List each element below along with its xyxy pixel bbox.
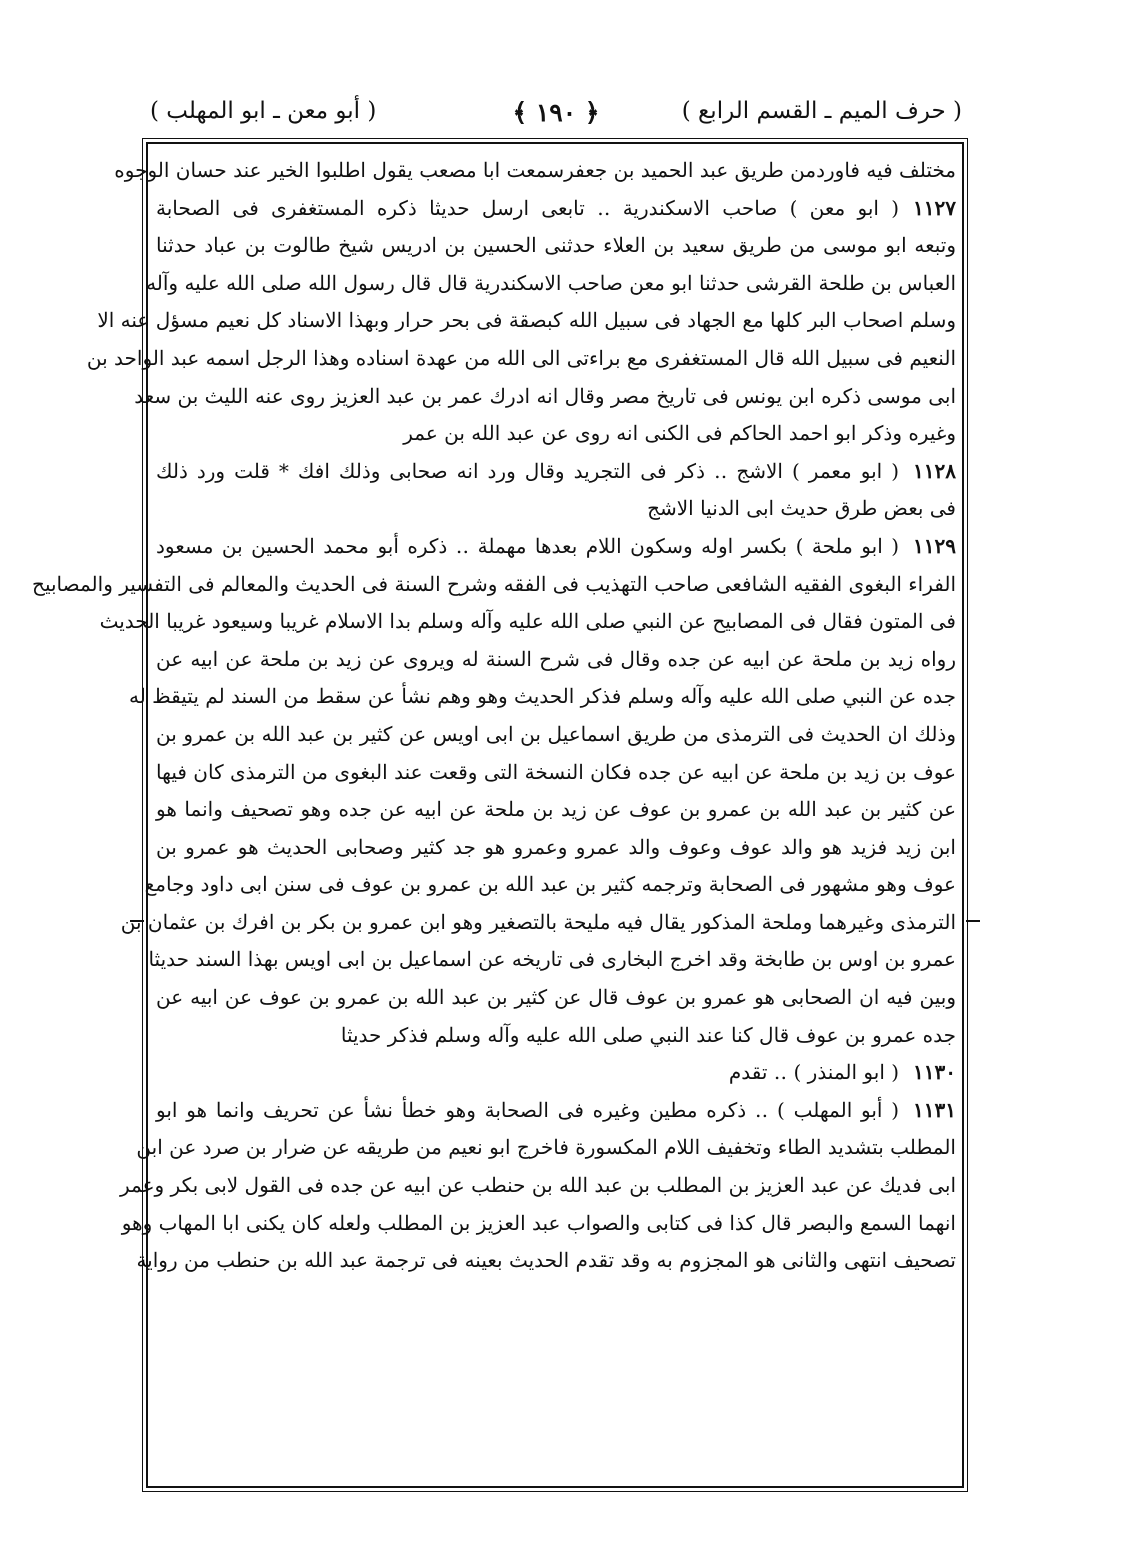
- text-line: عن كثير بن عبد الله بن عمرو بن عوف عن زيد بن ملحة عن ابيه عن جده وهو تصحيف وانما هو: [156, 797, 956, 822]
- text-line: مختلف فيه فاوردمن طريق عبد الحميد بن جعفرسمعت ابا مصعب يقول اطلبوا الخير عند حسان الوجوه: [114, 158, 956, 182]
- entry-number: ١١٢٩: [913, 533, 956, 558]
- frame-tick-right: [966, 920, 980, 922]
- text-line: رواه زيد بن ملحة عن ابيه عن جده وقال فى شرح السنة له ويروى عن زيد بن ملحة عن ابيه عن: [156, 646, 956, 671]
- entry-line: [156, 528, 956, 566]
- page-header: [150, 92, 962, 136]
- text-line: فى بعض طرق حديث ابى الدنيا الاشج: [647, 496, 956, 521]
- text-line: وبين فيه ان الصحابى هو عمرو بن عوف قال عن كثير بن عبد الله بن عمرو بن عوف عن ابيه عن: [156, 985, 956, 1010]
- entry-line: [156, 1092, 956, 1130]
- running-title-right: ( حرف الميم ـ القسم الرابع ): [681, 98, 962, 124]
- text-line: ابى موسى ذكره ابن يونس فى تاريخ مصر وقال انه ادرك عمر بن عبد العزيز روى عنه الليث بن سعد: [134, 383, 956, 408]
- text-line: وذلك ان الحديث فى الترمذى من طريق اسماعيل بن ابى اويس عن كثير بن عبد الله بن عمرو بن: [156, 721, 956, 746]
- text-line: النعيم فى سبيل الله قال المستغفرى مع براءتى الى الله من عهدة اسناده وهذا الرجل اسمه عبد الواحد بن: [86, 345, 956, 370]
- text-line: جده عمرو بن عوف قال كنا عند النبي صلى الله عليه وآله وسلم فذكر حديثا: [340, 1022, 956, 1047]
- text-line: انهما السمع والبصر قال كذا فى كتابى والصواب عبد العزيز بن المطلب ولعله كان يكنى ابا المهاب وهو: [121, 1210, 956, 1235]
- text-line: ابى فديك عن عبد العزيز بن المطلب بن عبد الله بن حنطب عن ابيه عن جده فى القول لابى بكر وعمر: [119, 1173, 956, 1198]
- body-text: [32, 152, 956, 1280]
- text-line: وتبعه ابو موسى من طريق سعيد بن العلاء حدثنى الحسين بن ادريس شيخ طالوت بن عباد حدثنا: [156, 233, 956, 258]
- text-line: تصحيف انتهى والثانى هو المجزوم به وقد تقدم الحديث بعينه فى ترجمة عبد الله بن حنطب من رواية: [136, 1248, 956, 1273]
- entry-number: ١١٣٠: [913, 1060, 956, 1085]
- entry-line: [156, 190, 956, 228]
- entry-number: ١١٢٨: [913, 458, 956, 483]
- entry-number: ١١٢٧: [913, 195, 956, 220]
- text-line: عوف بن زيد بن ملحة عن ابيه عن جده فكان النسخة التى وقعت عند البغوى من الترمذى كان فيها: [156, 759, 956, 784]
- entry-text: ( ابو المنذر ) ‥ تقدم: [728, 1060, 900, 1085]
- entry-text: ( ابو ملحة ) بكسر اوله وسكون اللام بعدها مهملة ‥ ذكره أبو محمد الحسين بن مسعود: [156, 533, 900, 558]
- entry-text: ( ابو معن ) صاحب الاسكندرية ‥ تابعى ارسل حديثا ذكره المستغفرى فى الصحابة: [156, 195, 900, 220]
- text-line: عمرو بن اوس بن طابخة وقد اخرج البخارى فى تاريخه عن اسماعيل بن ابى اويس بهذا السند حديثا: [148, 947, 956, 972]
- text-line: وغيره وذكر ابو احمد الحاكم فى الكنى انه روى عن عبد الله بن عمر: [403, 421, 956, 446]
- entry-number: ١١٣١: [913, 1097, 956, 1122]
- text-line: جده عن النبي صلى الله عليه وآله وسلم فذكر الحديث وهو وهم نشأ عن سقط من السند لم يتيقظ له: [128, 684, 956, 709]
- text-line: فى المتون فقال فى المصابيح عن النبي صلى الله عليه وآله وسلم بدا الاسلام غريبا وسيعود غريبا الحديث: [99, 609, 956, 634]
- text-line: وسلم اصحاب البر كلها مع الجهاد فى سبيل الله كبصقة فى بحر حرار وبهذا الاسناد كل نعيم مسؤل عنه الا: [97, 308, 956, 333]
- entry-text: ( أبو المهلب ) ‥ ذكره مطين وغيره فى الصحابة وهو خطأ نشأ عن تحريف وانما هو ابو: [156, 1097, 900, 1122]
- running-title-left: ( أبو معن ـ ابو المهلب ): [150, 98, 377, 124]
- text-line: العباس بن طلحة القرشى حدثنا ابو معن صاحب الاسكندرية قال قال رسول الله صلى الله عليه وآله: [146, 270, 956, 295]
- entry-line: [156, 453, 956, 491]
- text-line: عوف وهو مشهور فى الصحابة وترجمه كثير بن عبد الله بن عمرو بن عوف فى سنن ابى داود وجامع: [144, 872, 956, 897]
- entry-line: [156, 1054, 956, 1092]
- text-line: الترمذى وغيرهما وملحة المذكور يقال فيه مليحة بالتصغير وهو ابن عمرو بن بكر بن افرك بن عثمان بن: [120, 909, 956, 934]
- page-number: ﴿ ١٩٠ ﴾: [512, 98, 600, 127]
- text-line: المطلب بتشديد الطاء وتخفيف اللام المكسورة فاخرج ابو نعيم من طريقه عن ضرار بن صرد عن ابن: [136, 1135, 956, 1160]
- text-line: الفراء البغوى الفقيه الشافعى صاحب التهذيب فى الفقه وشرح السنة فى الحديث والمعالم فى التفسير والمصابيح: [32, 571, 956, 596]
- text-line: ابن زيد فزيد هو والد عوف وعوف والد عمرو وعمرو هو جد كثير وصحابى الحديث هو عمرو بن: [156, 834, 956, 859]
- entry-text: ( ابو معمر ) الاشج ‥ ذكر فى التجريد وقال ورد انه صحابى وذلك افك * قلت ورد ذلك: [156, 458, 900, 483]
